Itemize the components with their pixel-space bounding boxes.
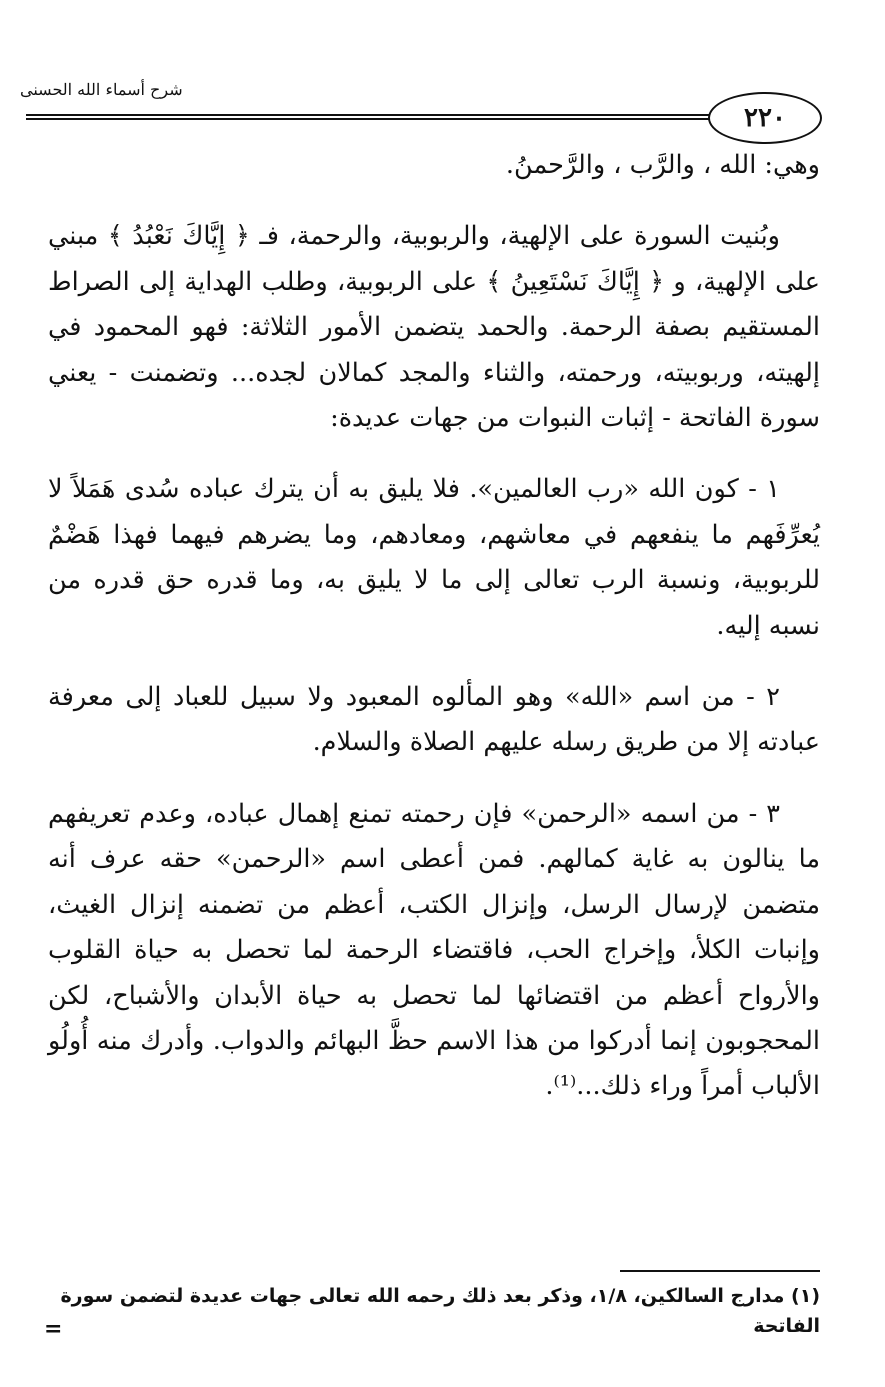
running-title: شرح أسماء الله الحسنى xyxy=(20,80,183,99)
page-number: ٢٢٠ xyxy=(708,92,822,144)
paragraph: ٣ - من اسمه «الرحمن» فإن رحمته تمنع إهمال عباده، وعدم تعريفهم ما ينالون به غاية كمالهم. فمن أعطى اسم «الرحمن» حقه عرف أنه متضمن لإرسال الرسل، وإنزال الكتب، أعظم من تضمنه إنزال الغيث، وإنبات الكلأ، وإخراج الحب، فاقتضاء الرحمة لما تحصل به حياة القلوب والأرواح أعظم من اقتضائها لما تحصل به حياة الأبدان والأشباح، لكن المحجوبون إنما أدركوا من هذا الاسم حظَّ البهائم والدواب. وأدرك منه أُولُو الألباب أمراً وراء ذلك...⁽¹⁾. xyxy=(48,798,820,1102)
main-text xyxy=(48,143,820,1110)
paragraph: وبُنيت السورة على الإلهية، والربوبية، والرحمة، فـ ﴿ إِيَّاكَ نَعْبُدُ ﴾ مبني على الإلهية، و ﴿ إِيَّاكَ نَسْتَعِينُ ﴾ على الربوبية، وطلب الهداية إلى الصراط المستقيم بصفة الرحمة. والحمد يتضمن الأمور الثلاثة: فهو المحمود في إلهيته، وربوبيته، ورحمته، والثناء والمجد كمالان لجده... وتضمنت - يعني سورة الفاتحة - إثبات النبوات من جهات عديدة: xyxy=(48,221,820,434)
paragraph: ١ - كون الله «رب العالمين». فلا يليق به أن يترك عباده سُدى هَمَلاً لا يُعرِّفَهم ما ينفعهم في معاشهم، ومعادهم، وما يضرهم فيهما فهذا هَضْمٌ للربوبية، ونسبة الرب تعالى إلى ما لا يليق به، وما قدره حق قدره من نسبه إليه. xyxy=(48,474,820,641)
paragraph: وهي: الله ، والرَّب ، والرَّحمنُ. xyxy=(505,150,820,180)
footnote: (١) مدارج السالكين، ١/٨، وذكر بعد ذلك رحمه الله تعالى جهات عديدة لتضمن سورة الفاتحة xyxy=(60,1285,820,1337)
footnote-continuation-mark: = xyxy=(44,1316,63,1342)
footnote-rule xyxy=(620,1270,820,1272)
paragraph: ٢ - من اسم «الله» وهو المألوه المعبود ولا سبيل للعباد إلى معرفة عبادته إلا من طريق رسله عليهم الصلاة والسلام. xyxy=(48,682,820,758)
header-rule xyxy=(26,114,748,120)
